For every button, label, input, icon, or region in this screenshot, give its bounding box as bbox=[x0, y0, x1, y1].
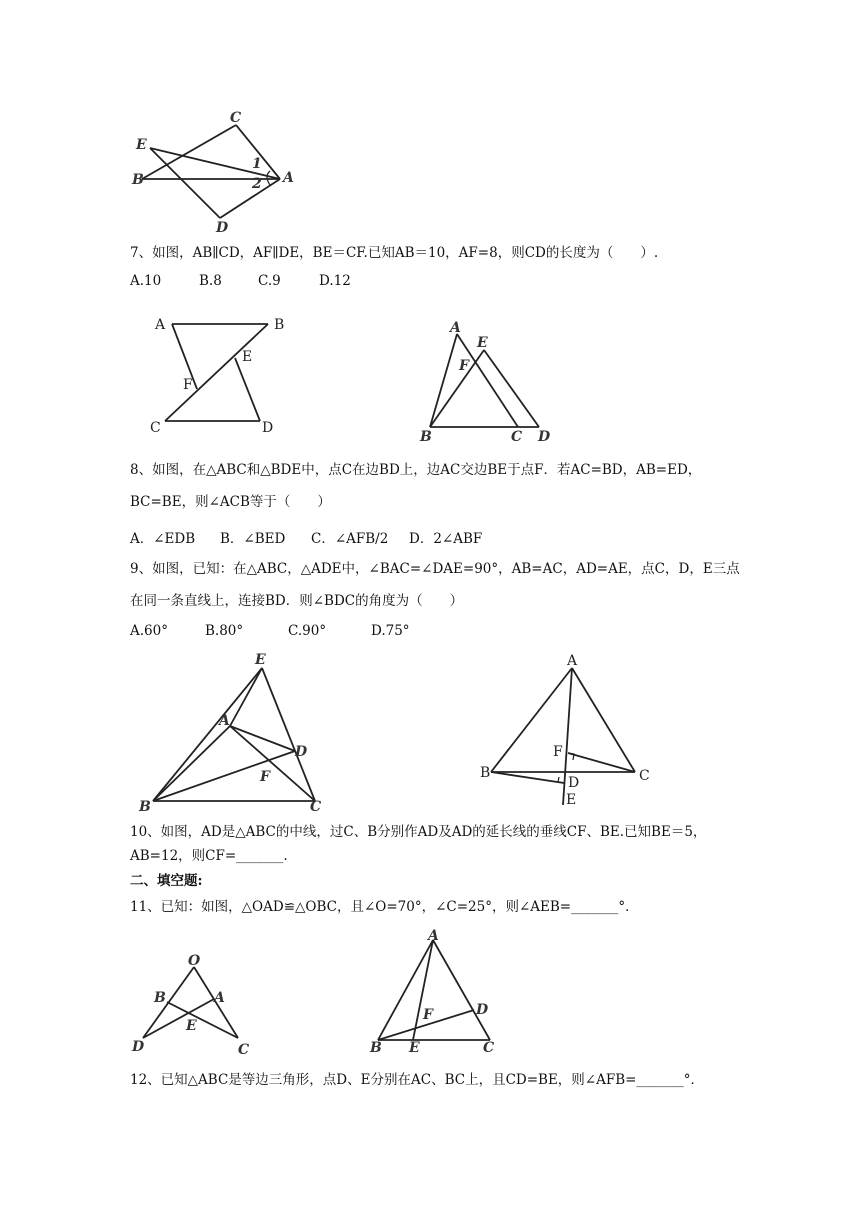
label-e: E bbox=[409, 1040, 420, 1056]
label-c: C bbox=[230, 110, 242, 126]
figure-q9 bbox=[135, 648, 340, 818]
label-d: D bbox=[216, 220, 229, 236]
label-a: A bbox=[214, 990, 225, 1006]
q7-option-c: C.9 bbox=[258, 273, 281, 289]
segment-ab bbox=[153, 726, 230, 801]
segment-de bbox=[235, 358, 260, 421]
label-o: O bbox=[188, 953, 201, 969]
label-f: F bbox=[183, 377, 193, 393]
label-f: F bbox=[260, 769, 270, 785]
label-b: B bbox=[274, 317, 285, 333]
q8-option-c: C．∠AFB/2 bbox=[311, 531, 389, 547]
label-a: A bbox=[155, 317, 166, 333]
label-c: C bbox=[511, 429, 523, 445]
label-b: B bbox=[132, 172, 144, 188]
label-d: D bbox=[295, 744, 308, 760]
q7-option-a: A.10 bbox=[130, 273, 162, 289]
label-2: 2 bbox=[252, 176, 262, 192]
label-a: A bbox=[567, 653, 578, 669]
label-e: E bbox=[136, 137, 147, 153]
segment-be bbox=[491, 772, 564, 783]
question-9-line-1: 9、如图，已知：在△ABC，△ADE中，∠BAC=∠DAE=90°，AB=AC，AD=AE，点C，D，E三点 bbox=[130, 561, 740, 577]
segment-da bbox=[220, 179, 280, 218]
question-8-line-1: 8、如图，在△ABC和△BDE中，点C在边BD上，边AC交边BE于点F．若AC=BD，AB=ED， bbox=[130, 462, 702, 478]
label-f: F bbox=[553, 744, 563, 760]
question-10-line-2: AB=12，则CF=_______. bbox=[130, 848, 288, 864]
question-7-text: 7、如图，AB∥CD，AF∥DE，BE＝CF.已知AB＝10，AF=8，则CD的长度为（ ）. bbox=[130, 245, 659, 261]
label-a: A bbox=[450, 320, 461, 336]
label-a: A bbox=[428, 928, 439, 944]
label-b: B bbox=[154, 990, 166, 1006]
label-b: B bbox=[139, 799, 151, 815]
figure-q12 bbox=[365, 928, 505, 1058]
label-a: A bbox=[283, 170, 294, 186]
label-b: B bbox=[480, 765, 491, 781]
figure-q11 bbox=[130, 953, 260, 1058]
q9-option-d: D.75° bbox=[371, 623, 410, 639]
label-d: D bbox=[568, 775, 580, 791]
label-c: C bbox=[639, 768, 650, 784]
segment-ac bbox=[433, 940, 490, 1040]
label-d: D bbox=[132, 1039, 145, 1055]
label-f: F bbox=[423, 1007, 433, 1023]
angle-mark bbox=[267, 171, 270, 185]
figure-q10 bbox=[478, 650, 658, 810]
q9-option-c: C.90° bbox=[288, 623, 327, 639]
label-e: E bbox=[566, 792, 577, 808]
figure-q7 bbox=[145, 312, 285, 437]
q9-option-a: A.60° bbox=[130, 623, 168, 639]
label-c: C bbox=[238, 1042, 250, 1058]
q9-option-b: B.80° bbox=[205, 623, 244, 639]
segment-bc bbox=[165, 324, 268, 421]
q8-option-d: D．2∠ABF bbox=[409, 531, 483, 547]
segment-ea bbox=[230, 668, 262, 726]
question-8-line-2: BC=BE，则∠ACB等于（ ） bbox=[130, 494, 331, 510]
section-title: 二、填空题: bbox=[130, 873, 203, 889]
q8-option-a: A．∠EDB bbox=[130, 531, 196, 547]
label-e: E bbox=[255, 652, 266, 668]
label-e: E bbox=[477, 335, 488, 351]
question-11-text: 11、已知：如图，△OAD≌△OBC，且∠O=70°，∠C=25°，则∠AEB=_______°． bbox=[130, 899, 639, 915]
q7-option-b: B.8 bbox=[199, 273, 222, 289]
label-1: 1 bbox=[252, 156, 262, 172]
segment-bc bbox=[142, 125, 236, 179]
label-f: F bbox=[459, 358, 469, 374]
segment-ad bbox=[230, 726, 295, 751]
figure-q8 bbox=[415, 318, 560, 446]
segment-be bbox=[430, 350, 484, 427]
label-a: A bbox=[219, 713, 230, 729]
q7-option-d: D.12 bbox=[319, 273, 351, 289]
label-c: C bbox=[150, 420, 161, 436]
label-b: B bbox=[370, 1040, 382, 1056]
question-10-line-1: 10、如图，AD是△ABC的中线，过C、B分别作AD及AD的延长线的垂线CF、BE.已知BE＝5， bbox=[130, 824, 707, 840]
q8-option-b: B．∠BED bbox=[220, 531, 286, 547]
segment-ba bbox=[430, 334, 457, 427]
label-d: D bbox=[476, 1002, 489, 1018]
label-d: D bbox=[538, 429, 551, 445]
figure-q6 bbox=[128, 108, 298, 236]
segment-ac bbox=[230, 726, 315, 801]
label-e: E bbox=[186, 1018, 197, 1034]
label-c: C bbox=[483, 1040, 495, 1056]
question-9-line-2: 在同一条直线上，连接BD．则∠BDC的角度为（ ） bbox=[130, 593, 464, 609]
label-b: B bbox=[420, 429, 432, 445]
segment-ed bbox=[150, 148, 220, 218]
label-d: D bbox=[262, 420, 274, 436]
label-e: E bbox=[242, 349, 253, 365]
label-c: C bbox=[310, 799, 322, 815]
question-12-text: 12、已知△ABC是等边三角形，点D、E分别在AC、BC上，且CD=BE，则∠AFB=_______°． bbox=[130, 1072, 704, 1088]
